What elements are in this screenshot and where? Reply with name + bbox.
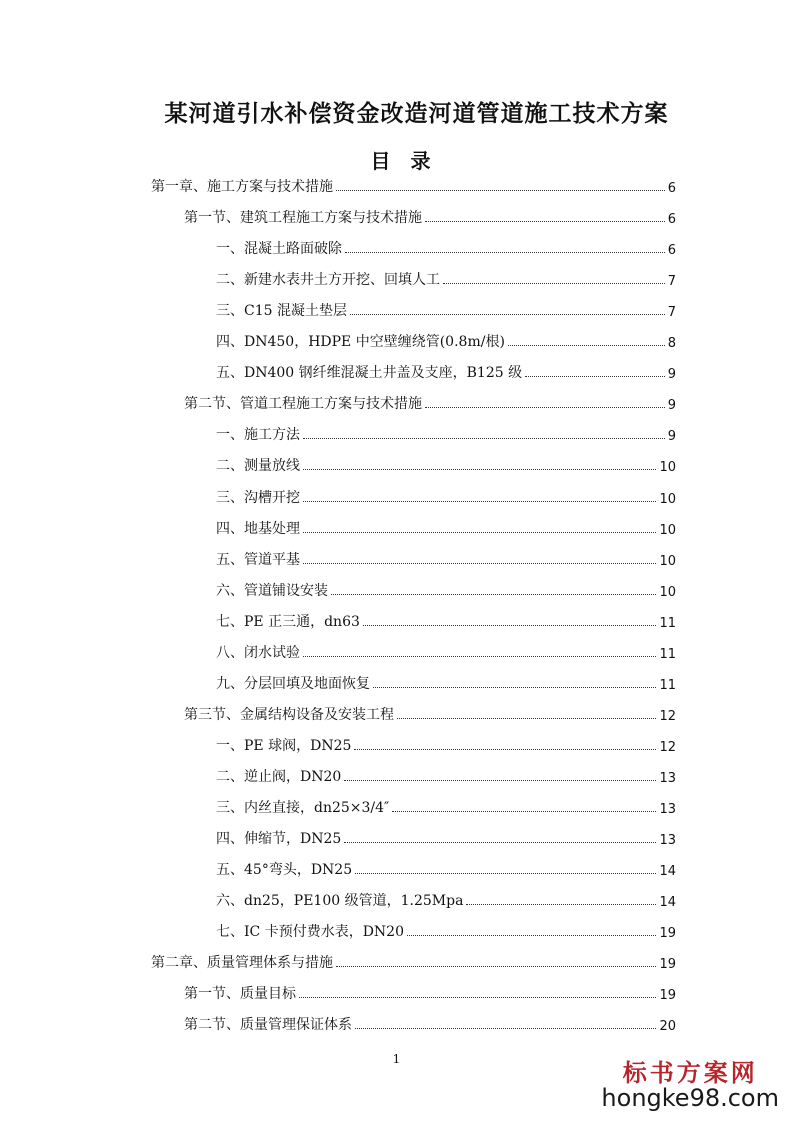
toc-entry[interactable]: [216, 360, 676, 382]
toc-leader-dots: [303, 656, 656, 657]
toc-leader-dots: [303, 563, 656, 564]
toc-leader-dots: [350, 314, 665, 315]
toc-entry[interactable]: [216, 733, 676, 755]
toc-leader-dots: [344, 780, 656, 781]
toc-entry-label: 一、混凝土路面破除: [216, 241, 342, 258]
toc-entry[interactable]: [184, 391, 676, 413]
toc-entry-page: 13: [659, 833, 676, 849]
toc-entry[interactable]: [216, 485, 676, 507]
toc-leader-dots: [303, 532, 656, 533]
toc-entry-page: 13: [659, 802, 676, 817]
toc-entry[interactable]: [184, 205, 676, 227]
toc-entry-page: 10: [659, 584, 676, 600]
toc-entry-page: 14: [659, 864, 676, 880]
toc-entry-label: 七、PE 正三通，dn63: [216, 613, 360, 630]
toc-entry[interactable]: [216, 267, 676, 289]
watermark-url: hongke98.com: [601, 1084, 779, 1112]
toc-entry[interactable]: [216, 888, 676, 910]
toc-entry-page: 9: [667, 398, 676, 414]
toc-entry-label: 五、管道平基: [216, 551, 300, 568]
toc-entry-label: 六、dn25，PE100 级管道，1.25Mpa: [216, 893, 464, 910]
toc-entry-label: 四、DN450，HDPE 中空壁缠绕管(0.8m/根): [216, 334, 505, 351]
toc-entry[interactable]: [216, 795, 676, 817]
toc-entry[interactable]: [216, 609, 676, 631]
toc-entry-label: 四、地基处理: [216, 520, 300, 537]
toc-entry[interactable]: [151, 174, 676, 196]
toc-entry-page: 9: [667, 429, 676, 445]
toc-entry-label: 第二节、质量管理保证体系: [184, 1017, 352, 1034]
document-title: 某河道引水补偿资金改造河道管道施工技术方案: [164, 100, 669, 127]
toc-entry-page: 20: [659, 1019, 676, 1035]
toc-entry-label: 第一章、施工方案与技术措施: [151, 179, 333, 195]
toc-leader-dots: [397, 718, 656, 719]
page-number: 1: [392, 1052, 401, 1066]
toc-entry-page: 6: [667, 212, 676, 228]
watermark-brand-cn: 标书方案网: [622, 1058, 758, 1087]
toc-entry-page: 10: [659, 522, 676, 538]
toc-entry-label: 一、PE 球阀，DN25: [216, 737, 352, 754]
toc-entry-page: 8: [667, 336, 676, 352]
toc-entry-page: 12: [659, 739, 676, 755]
toc-entry[interactable]: [216, 826, 676, 848]
toc-entry-page: 19: [659, 957, 676, 973]
toc-leader-dots: [525, 376, 665, 377]
toc-entry-label: 第一节、质量目标: [184, 986, 296, 1003]
toc-leader-dots: [344, 842, 656, 843]
toc-entry-page: 7: [667, 274, 676, 290]
toc-entry[interactable]: [216, 547, 676, 569]
toc-leader-dots: [392, 811, 656, 812]
toc-entry-label: 三、C15 混凝土垫层: [216, 303, 347, 320]
toc-entry[interactable]: [151, 950, 676, 972]
site-watermark: [601, 1053, 779, 1112]
toc-entry-label: 四、伸缩节，DN25: [216, 831, 342, 848]
toc-entry-page: 19: [659, 988, 676, 1004]
toc-entry[interactable]: [216, 578, 676, 600]
toc-entry-label: 第一节、建筑工程施工方案与技术措施: [184, 210, 422, 227]
toc-entry-label: 八、闭水试验: [216, 644, 300, 661]
toc-entry[interactable]: [216, 764, 676, 786]
toc-leader-dots: [443, 283, 665, 284]
toc-entry-label: 第二节、管道工程施工方案与技术措施: [184, 396, 422, 413]
toc-entry-label: 三、内丝直接，dn25×3/4″: [216, 800, 390, 816]
toc-entry[interactable]: [216, 516, 676, 538]
toc-entry[interactable]: [216, 422, 676, 444]
toc-entry-label: 二、测量放线: [216, 458, 300, 475]
toc-leader-dots: [373, 687, 656, 688]
toc-entry-label: 九、分层回填及地面恢复: [216, 675, 370, 692]
toc-entry-label: 一、施工方法: [216, 427, 300, 444]
toc-entry[interactable]: [216, 236, 676, 258]
toc-entry-label: 三、沟槽开挖: [216, 489, 300, 506]
toc-leader-dots: [407, 935, 656, 936]
toc-entry-page: 11: [659, 677, 676, 693]
toc-leader-dots: [425, 407, 665, 408]
toc-entry[interactable]: [216, 671, 676, 693]
toc-entry-page: 10: [659, 460, 676, 476]
toc-entry-page: 11: [659, 646, 676, 662]
toc-entry-page: 6: [667, 243, 676, 259]
toc-entry-label: 六、管道铺设安装: [216, 582, 328, 599]
toc-entry-label: 七、IC 卡预付费水表，DN20: [216, 924, 404, 941]
toc-entry[interactable]: [216, 329, 676, 351]
toc-entry-page: 7: [667, 305, 676, 321]
toc-leader-dots: [355, 873, 656, 874]
toc-leader-dots: [355, 1028, 656, 1029]
toc-heading: 目 录: [370, 149, 431, 173]
toc-entry[interactable]: [184, 702, 676, 724]
toc-entry-page: 9: [667, 367, 676, 383]
toc-entry-label: 第二章、质量管理体系与措施: [151, 955, 333, 972]
toc-entry[interactable]: [216, 919, 676, 941]
toc-entry-page: 13: [659, 770, 676, 786]
toc-leader-dots: [425, 221, 665, 222]
toc-entry-label: 二、新建水表井土方开挖、回填人工: [216, 272, 440, 289]
toc-entry-label: 五、45°弯头，DN25: [216, 862, 353, 879]
toc-entry-page: 19: [659, 926, 676, 942]
toc-entry-page: 12: [659, 708, 676, 724]
toc-leader-dots: [336, 966, 656, 967]
toc-entry-page: 6: [667, 181, 676, 196]
toc-entry[interactable]: [184, 981, 676, 1003]
toc-entry[interactable]: [216, 640, 676, 662]
toc-leader-dots: [354, 749, 656, 750]
toc-leader-dots: [345, 252, 665, 253]
toc-leader-dots: [303, 469, 656, 470]
toc-entry-label: 第三节、金属结构设备及安装工程: [184, 706, 394, 723]
toc-entry-page: 10: [659, 491, 676, 507]
toc-leader-dots: [331, 594, 656, 595]
toc-entry-page: 14: [659, 895, 676, 911]
toc-entry-page: 10: [659, 553, 676, 569]
toc-leader-dots: [303, 438, 665, 439]
toc-leader-dots: [336, 190, 665, 191]
toc-entry[interactable]: [216, 453, 676, 475]
toc-leader-dots: [299, 997, 656, 998]
toc-entry[interactable]: [216, 857, 676, 879]
toc-entry[interactable]: [216, 298, 676, 320]
toc-leader-dots: [303, 501, 656, 502]
toc-leader-dots: [508, 345, 665, 346]
toc-entry-page: 11: [659, 615, 676, 631]
toc-entry-label: 五、DN400 钢纤维混凝土井盖及支座，B125 级: [216, 365, 523, 382]
toc-entry-label: 二、逆止阀，DN20: [216, 768, 342, 785]
toc-entry[interactable]: [184, 1012, 676, 1034]
toc-leader-dots: [466, 904, 656, 905]
toc-leader-dots: [363, 625, 657, 626]
